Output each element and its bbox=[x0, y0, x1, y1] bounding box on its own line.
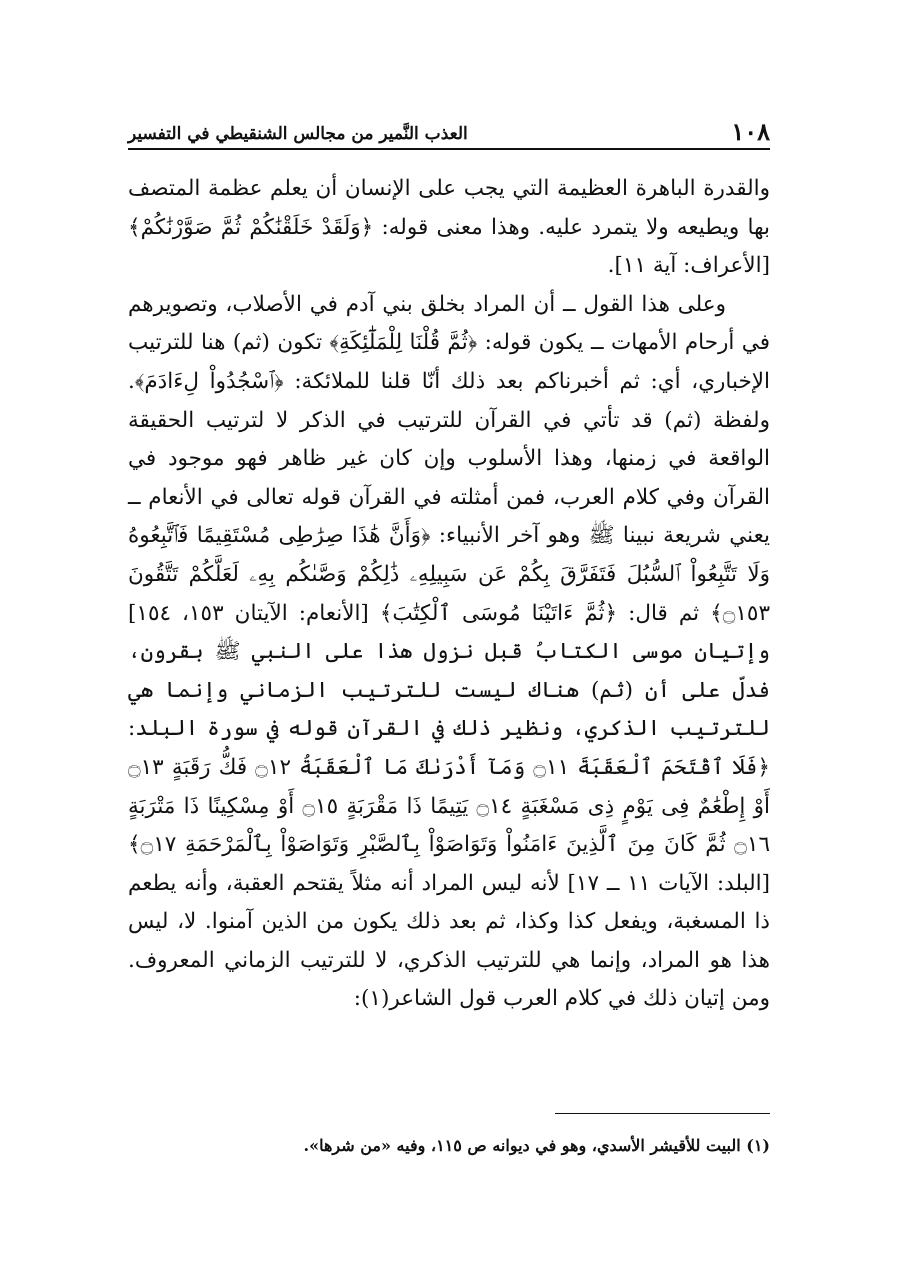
paragraph-2: وعلى هذا القول ــ أن المراد بخلق بني آدم في الأصلاب، وتصويرهم في أرحام الأمهات ــ يكون قوله: ﴿ثُمَّ قُلْنَا لِلْمَلَٰٓئِكَةِ﴾ تكون (ثم) هنا للترتيب الإخباري، أي: ثم أخبرناكم بعد ذلك أنّا قلنا للملائكة: ﴿ٱسْجُدُواْ لِءَادَمَ﴾. ولفظة (ثم) قد تأتي في القرآن للترتيب في الذكر لا لترتيب الحقيقة الواقعة في زمنها، وهذا الأسلوب وإن كان غير ظاهر فهو موجود في القرآن وفي كلام العرب، فمن أمثلته في القرآن قوله تعالى في الأنعام ــ يعني شريعة نبينا ﷺ وهو آخر الأنبياء: ﴿وَأَنَّ هَٰذَا صِرَٰطِى مُسْتَقِيمًا فَٱتَّبِعُوهُ وَلَا تَتَّبِعُواْ ٱلسُّبُلَ فَتَفَرَّقَ بِكُمْ عَن سَبِيلِهِۦ ذَٰلِكُمْ وَصَّىٰكُم بِهِۦ لَعَلَّكُمْ تَتَّقُونَ ۝١٥٣﴾ ثم قال: ﴿ثُمَّ ءَاتَيْنَا مُوسَى ٱلْكِتَٰبَ﴾ [الأنعام: الآيتان ١٥٣، ١٥٤] وإتيان موسى الكتابُ قبل نزول هذا على النبي ﷺ بقرون، فدلّ على أن (ثم) هناك ليست للترتيب الزماني وإنما هي للترتيب الذكري، ونظير ذلك في القرآن قوله في سورة البلد: ﴿فَلَا ٱقْتَحَمَ ٱلْعَقَبَةَ ۝١١ وَمَآ أَدْرَىٰكَ مَا ٱلْعَقَبَةُ ۝١٢ فَكُّ رَقَبَةٍ ۝١٣ أَوْ إِطْعَٰمٌ فِى يَوْمٍ ذِى مَسْغَبَةٍ ۝١٤ يَتِيمًا ذَا مَقْرَبَةٍ ۝١٥ أَوْ مِسْكِينًا ذَا مَتْرَبَةٍ ۝١٦ ثُمَّ كَانَ مِنَ ٱلَّذِينَ ءَامَنُواْ وَتَوَاصَوْاْ بِٱلصَّبْرِ وَتَوَاصَوْاْ بِٱلْمَرْحَمَةِ ۝١٧﴾ [البلد: الآيات ١١ ــ ١٧] لأنه ليس المراد أنه مثلاً يقتحم العقبة، وأنه يطعم ذا المسغبة، ويفعل كذا وكذا، ثم بعد ذلك يكون من الذين آمنوا. لا، ليس هذا هو المراد، وإنما هي للترتيب الذكري، لا للترتيب الزماني المعروف. ومن إتيان ذلك في كلام العرب قول الشاعر(١): bbox=[128, 291, 771, 1012]
paragraph-1: والقدرة الباهرة العظيمة التي يجب على الإنسان أن يعلم عظمة المتصف بها ويطيعه ولا يتمرد عليه. وهذا معنى قوله: ﴿وَلَقَدْ خَلَقْنَٰكُمْ ثُمَّ صَوَّرْنَٰكُمْ﴾ [الأعراف: آية ١١]. bbox=[128, 176, 770, 279]
page-number: ١٠٨ bbox=[731, 117, 770, 146]
main-text bbox=[128, 170, 770, 1019]
page-header bbox=[128, 112, 770, 146]
running-title: العذب النَّمير من مجالس الشنقيطي في التفسير bbox=[128, 124, 468, 144]
footnote: (١) البيت للأقيشر الأسدي، وهو في ديوانه ص ١١٥، وفيه «من شرها». bbox=[303, 1136, 770, 1155]
footnote-divider bbox=[555, 1113, 770, 1114]
header-divider bbox=[128, 148, 770, 150]
